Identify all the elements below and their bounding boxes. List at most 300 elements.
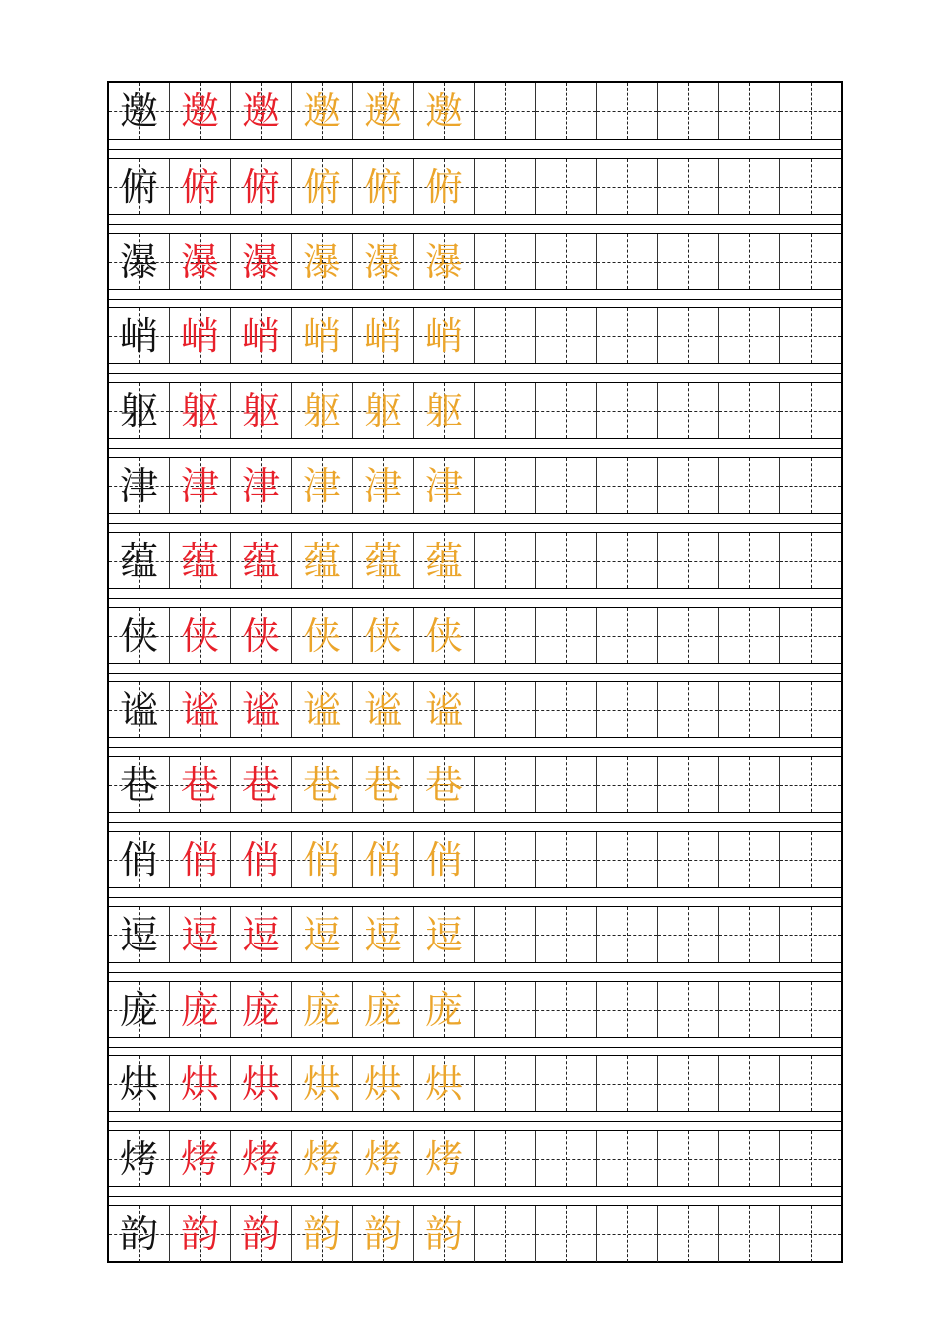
model-char-cell <box>109 757 170 812</box>
blank-practice-cell <box>536 982 597 1037</box>
trace-character: 谧 <box>424 687 463 732</box>
trace-char-cell <box>231 907 292 962</box>
blank-practice-cell <box>597 907 658 962</box>
blank-practice-cell <box>536 234 597 289</box>
trace-character: 庞 <box>302 987 341 1032</box>
trace-character: 躯 <box>424 388 463 433</box>
trace-character: 津 <box>424 463 463 508</box>
blank-practice-cell <box>719 1206 780 1262</box>
trace-character: 庞 <box>424 987 463 1032</box>
trace-character: 躯 <box>241 388 280 433</box>
trace-character: 躯 <box>180 388 219 433</box>
trace-character: 巷 <box>363 762 402 807</box>
blank-practice-cell <box>597 682 658 737</box>
trace-char-cell <box>170 1206 231 1262</box>
trace-character: 峭 <box>363 313 402 358</box>
model-character: 津 <box>119 463 158 508</box>
trace-char-cell <box>353 159 414 214</box>
practice-sheet <box>107 81 843 1263</box>
blank-practice-cell <box>597 159 658 214</box>
trace-char-cell <box>292 533 353 588</box>
blank-practice-cell <box>658 308 719 363</box>
trace-char-cell <box>231 458 292 513</box>
trace-character: 侠 <box>180 613 219 658</box>
trace-char-cell <box>414 1131 475 1186</box>
trace-character: 侠 <box>241 613 280 658</box>
trace-char-cell <box>170 982 231 1037</box>
trace-char-cell <box>353 907 414 962</box>
trace-character: 韵 <box>302 1212 341 1256</box>
trace-char-cell <box>292 159 353 214</box>
trace-character: 谧 <box>363 687 402 732</box>
trace-character: 瀑 <box>241 239 280 284</box>
trace-character: 躯 <box>302 388 341 433</box>
model-char-cell <box>109 907 170 962</box>
blank-practice-cell <box>719 907 780 962</box>
trace-char-cell <box>414 832 475 887</box>
blank-practice-cell <box>658 757 719 812</box>
row-separator <box>109 972 841 973</box>
trace-char-cell <box>170 159 231 214</box>
blank-practice-cell <box>475 608 536 663</box>
model-character: 巷 <box>119 762 158 807</box>
trace-character: 烘 <box>424 1061 463 1106</box>
blank-practice-cell <box>780 383 841 438</box>
blank-practice-cell <box>475 234 536 289</box>
trace-char-cell <box>170 1131 231 1186</box>
trace-char-cell <box>353 832 414 887</box>
trace-char-cell <box>414 83 475 139</box>
trace-char-cell <box>292 383 353 438</box>
blank-practice-cell <box>536 1056 597 1111</box>
blank-practice-cell <box>719 308 780 363</box>
blank-practice-cell <box>780 234 841 289</box>
model-character: 烘 <box>119 1061 158 1106</box>
trace-character: 峭 <box>424 313 463 358</box>
blank-practice-cell <box>597 1131 658 1186</box>
blank-practice-cell <box>475 907 536 962</box>
trace-character: 瀑 <box>424 239 463 284</box>
blank-practice-cell <box>780 533 841 588</box>
blank-practice-cell <box>475 308 536 363</box>
trace-char-cell <box>231 1131 292 1186</box>
trace-char-cell <box>353 682 414 737</box>
trace-char-cell <box>353 308 414 363</box>
trace-char-cell <box>414 533 475 588</box>
blank-practice-cell <box>536 608 597 663</box>
blank-practice-cell <box>719 234 780 289</box>
trace-char-cell <box>170 234 231 289</box>
blank-practice-cell <box>536 757 597 812</box>
blank-practice-cell <box>719 1056 780 1111</box>
trace-character: 俏 <box>302 837 341 882</box>
trace-char-cell <box>414 682 475 737</box>
blank-practice-cell <box>475 533 536 588</box>
trace-character: 蕴 <box>180 538 219 583</box>
blank-practice-cell <box>597 608 658 663</box>
blank-practice-cell <box>475 1056 536 1111</box>
trace-char-cell <box>353 83 414 139</box>
trace-character: 巷 <box>241 762 280 807</box>
trace-char-cell <box>170 832 231 887</box>
model-character: 俯 <box>119 164 158 209</box>
trace-character: 俯 <box>363 164 402 209</box>
trace-char-cell <box>414 234 475 289</box>
blank-practice-cell <box>780 608 841 663</box>
trace-char-cell <box>231 533 292 588</box>
trace-char-cell <box>231 83 292 139</box>
model-char-cell <box>109 1206 170 1262</box>
trace-char-cell <box>414 159 475 214</box>
trace-char-cell <box>170 757 231 812</box>
blank-practice-cell <box>658 608 719 663</box>
model-char-cell <box>109 682 170 737</box>
blank-practice-cell <box>475 982 536 1037</box>
blank-practice-cell <box>780 458 841 513</box>
model-character: 瀑 <box>119 239 158 284</box>
blank-practice-cell <box>475 1131 536 1186</box>
model-char-cell <box>109 234 170 289</box>
trace-character: 逗 <box>424 912 463 957</box>
model-char-cell <box>109 832 170 887</box>
blank-practice-cell <box>597 533 658 588</box>
trace-character: 俏 <box>241 837 280 882</box>
row-separator <box>109 673 841 674</box>
trace-character: 巷 <box>302 762 341 807</box>
practice-row <box>109 83 841 140</box>
trace-char-cell <box>231 757 292 812</box>
trace-character: 瀑 <box>302 239 341 284</box>
blank-practice-cell <box>780 982 841 1037</box>
trace-character: 烤 <box>180 1136 219 1181</box>
blank-practice-cell <box>536 83 597 139</box>
blank-practice-cell <box>719 682 780 737</box>
practice-row <box>109 233 841 290</box>
trace-character: 津 <box>302 463 341 508</box>
blank-practice-cell <box>536 308 597 363</box>
model-character: 蕴 <box>119 538 158 583</box>
row-separator <box>109 822 841 823</box>
trace-char-cell <box>292 982 353 1037</box>
model-character: 韵 <box>119 1212 158 1256</box>
trace-character: 俏 <box>363 837 402 882</box>
blank-practice-cell <box>658 383 719 438</box>
trace-char-cell <box>170 907 231 962</box>
trace-character: 逗 <box>241 912 280 957</box>
trace-character: 逗 <box>180 912 219 957</box>
trace-character: 韵 <box>241 1212 280 1256</box>
trace-char-cell <box>170 83 231 139</box>
trace-character: 侠 <box>424 613 463 658</box>
blank-practice-cell <box>475 83 536 139</box>
blank-practice-cell <box>719 982 780 1037</box>
trace-char-cell <box>170 383 231 438</box>
trace-character: 瀑 <box>180 239 219 284</box>
blank-practice-cell <box>658 1206 719 1262</box>
row-separator <box>109 299 841 300</box>
blank-practice-cell <box>780 832 841 887</box>
trace-char-cell <box>292 832 353 887</box>
practice-row <box>109 831 841 888</box>
trace-character: 津 <box>241 463 280 508</box>
blank-practice-cell <box>536 682 597 737</box>
trace-char-cell <box>231 982 292 1037</box>
trace-character: 俏 <box>180 837 219 882</box>
trace-character: 韵 <box>363 1212 402 1256</box>
trace-char-cell <box>292 1206 353 1262</box>
blank-practice-cell <box>658 982 719 1037</box>
blank-practice-cell <box>597 383 658 438</box>
row-separator <box>109 1121 841 1122</box>
trace-char-cell <box>231 608 292 663</box>
trace-character: 韵 <box>424 1212 463 1256</box>
trace-char-cell <box>353 1056 414 1111</box>
trace-character: 俯 <box>241 164 280 209</box>
row-separator <box>109 1196 841 1197</box>
blank-practice-cell <box>719 159 780 214</box>
blank-practice-cell <box>719 458 780 513</box>
model-character: 谧 <box>119 687 158 732</box>
row-separator <box>109 598 841 599</box>
trace-character: 烘 <box>180 1061 219 1106</box>
trace-char-cell <box>414 308 475 363</box>
trace-character: 邀 <box>363 89 402 133</box>
trace-char-cell <box>292 757 353 812</box>
trace-char-cell <box>353 458 414 513</box>
model-char-cell <box>109 308 170 363</box>
model-char-cell <box>109 1131 170 1186</box>
trace-char-cell <box>231 234 292 289</box>
row-separator <box>109 224 841 225</box>
trace-character: 邀 <box>241 89 280 133</box>
trace-char-cell <box>231 682 292 737</box>
row-separator <box>109 747 841 748</box>
trace-char-cell <box>292 83 353 139</box>
trace-char-cell <box>170 458 231 513</box>
blank-practice-cell <box>536 458 597 513</box>
trace-character: 蕴 <box>424 538 463 583</box>
blank-practice-cell <box>597 982 658 1037</box>
trace-character: 庞 <box>180 987 219 1032</box>
trace-char-cell <box>414 1206 475 1262</box>
practice-row <box>109 756 841 813</box>
trace-character: 庞 <box>363 987 402 1032</box>
trace-char-cell <box>353 757 414 812</box>
trace-char-cell <box>414 907 475 962</box>
blank-practice-cell <box>597 234 658 289</box>
blank-practice-cell <box>780 757 841 812</box>
blank-practice-cell <box>475 682 536 737</box>
row-separator <box>109 448 841 449</box>
blank-practice-cell <box>597 83 658 139</box>
trace-character: 蕴 <box>241 538 280 583</box>
trace-character: 邀 <box>180 89 219 133</box>
trace-character: 瀑 <box>363 239 402 284</box>
blank-practice-cell <box>719 383 780 438</box>
practice-row <box>109 981 841 1038</box>
blank-practice-cell <box>536 533 597 588</box>
model-char-cell <box>109 1056 170 1111</box>
practice-row <box>109 1055 841 1112</box>
trace-char-cell <box>170 608 231 663</box>
trace-character: 烘 <box>363 1061 402 1106</box>
blank-practice-cell <box>780 907 841 962</box>
blank-practice-cell <box>597 832 658 887</box>
trace-character: 邀 <box>424 89 463 133</box>
trace-char-cell <box>353 608 414 663</box>
model-char-cell <box>109 458 170 513</box>
trace-char-cell <box>353 234 414 289</box>
blank-practice-cell <box>780 682 841 737</box>
blank-practice-cell <box>475 757 536 812</box>
blank-practice-cell <box>658 1131 719 1186</box>
trace-char-cell <box>170 1056 231 1111</box>
model-character: 逗 <box>119 912 158 957</box>
trace-character: 烘 <box>241 1061 280 1106</box>
trace-character: 俯 <box>424 164 463 209</box>
blank-practice-cell <box>597 757 658 812</box>
trace-char-cell <box>353 383 414 438</box>
trace-character: 烤 <box>302 1136 341 1181</box>
blank-practice-cell <box>658 234 719 289</box>
blank-practice-cell <box>597 1056 658 1111</box>
trace-char-cell <box>414 608 475 663</box>
model-char-cell <box>109 383 170 438</box>
trace-char-cell <box>292 308 353 363</box>
blank-practice-cell <box>719 832 780 887</box>
model-character: 烤 <box>119 1136 158 1181</box>
blank-practice-cell <box>475 1206 536 1262</box>
practice-row <box>109 1205 841 1262</box>
row-separator <box>109 523 841 524</box>
model-character: 侠 <box>119 613 158 658</box>
trace-character: 烤 <box>241 1136 280 1181</box>
model-char-cell <box>109 608 170 663</box>
trace-character: 俯 <box>302 164 341 209</box>
trace-character: 逗 <box>363 912 402 957</box>
blank-practice-cell <box>780 1131 841 1186</box>
trace-char-cell <box>353 1206 414 1262</box>
blank-practice-cell <box>719 1131 780 1186</box>
trace-char-cell <box>231 383 292 438</box>
practice-row <box>109 158 841 215</box>
trace-char-cell <box>414 383 475 438</box>
row-separator <box>109 897 841 898</box>
blank-practice-cell <box>719 757 780 812</box>
trace-character: 巷 <box>180 762 219 807</box>
trace-character: 谧 <box>302 687 341 732</box>
blank-practice-cell <box>475 832 536 887</box>
blank-practice-cell <box>658 83 719 139</box>
trace-char-cell <box>170 682 231 737</box>
blank-practice-cell <box>536 383 597 438</box>
trace-char-cell <box>353 982 414 1037</box>
trace-character: 俏 <box>424 837 463 882</box>
trace-character: 巷 <box>424 762 463 807</box>
trace-char-cell <box>292 234 353 289</box>
blank-practice-cell <box>658 832 719 887</box>
model-character: 邀 <box>119 89 158 133</box>
blank-practice-cell <box>536 1131 597 1186</box>
trace-char-cell <box>414 458 475 513</box>
model-character: 庞 <box>119 987 158 1032</box>
blank-practice-cell <box>658 533 719 588</box>
trace-character: 峭 <box>241 313 280 358</box>
trace-character: 邀 <box>302 89 341 133</box>
trace-char-cell <box>292 1056 353 1111</box>
practice-row <box>109 681 841 738</box>
blank-practice-cell <box>597 458 658 513</box>
practice-row <box>109 457 841 514</box>
trace-char-cell <box>353 533 414 588</box>
practice-row <box>109 307 841 364</box>
trace-char-cell <box>292 1131 353 1186</box>
trace-char-cell <box>414 757 475 812</box>
practice-row <box>109 1130 841 1187</box>
blank-practice-cell <box>658 458 719 513</box>
trace-character: 逗 <box>302 912 341 957</box>
model-character: 躯 <box>119 388 158 433</box>
trace-character: 俯 <box>180 164 219 209</box>
trace-character: 躯 <box>363 388 402 433</box>
trace-character: 津 <box>180 463 219 508</box>
model-char-cell <box>109 533 170 588</box>
trace-character: 津 <box>363 463 402 508</box>
trace-char-cell <box>231 1206 292 1262</box>
model-char-cell <box>109 159 170 214</box>
trace-char-cell <box>292 458 353 513</box>
practice-row <box>109 532 841 589</box>
blank-practice-cell <box>475 458 536 513</box>
blank-practice-cell <box>719 608 780 663</box>
trace-char-cell <box>231 308 292 363</box>
blank-practice-cell <box>536 832 597 887</box>
trace-character: 峭 <box>302 313 341 358</box>
blank-practice-cell <box>597 308 658 363</box>
practice-row <box>109 382 841 439</box>
blank-practice-cell <box>536 907 597 962</box>
trace-character: 峭 <box>180 313 219 358</box>
trace-char-cell <box>231 832 292 887</box>
blank-practice-cell <box>780 1206 841 1262</box>
blank-practice-cell <box>719 533 780 588</box>
trace-character: 烤 <box>424 1136 463 1181</box>
row-separator <box>109 149 841 150</box>
practice-row <box>109 906 841 963</box>
trace-char-cell <box>414 982 475 1037</box>
trace-char-cell <box>353 1131 414 1186</box>
trace-char-cell <box>292 682 353 737</box>
blank-practice-cell <box>658 682 719 737</box>
model-char-cell <box>109 83 170 139</box>
model-character: 峭 <box>119 313 158 358</box>
trace-character: 侠 <box>302 613 341 658</box>
trace-char-cell <box>170 533 231 588</box>
model-char-cell <box>109 982 170 1037</box>
blank-practice-cell <box>780 308 841 363</box>
row-separator <box>109 1047 841 1048</box>
blank-practice-cell <box>719 83 780 139</box>
blank-practice-cell <box>658 1056 719 1111</box>
trace-character: 侠 <box>363 613 402 658</box>
model-character: 俏 <box>119 837 158 882</box>
trace-char-cell <box>292 608 353 663</box>
trace-character: 庞 <box>241 987 280 1032</box>
row-separator <box>109 373 841 374</box>
trace-character: 谧 <box>241 687 280 732</box>
blank-practice-cell <box>780 159 841 214</box>
blank-practice-cell <box>536 159 597 214</box>
